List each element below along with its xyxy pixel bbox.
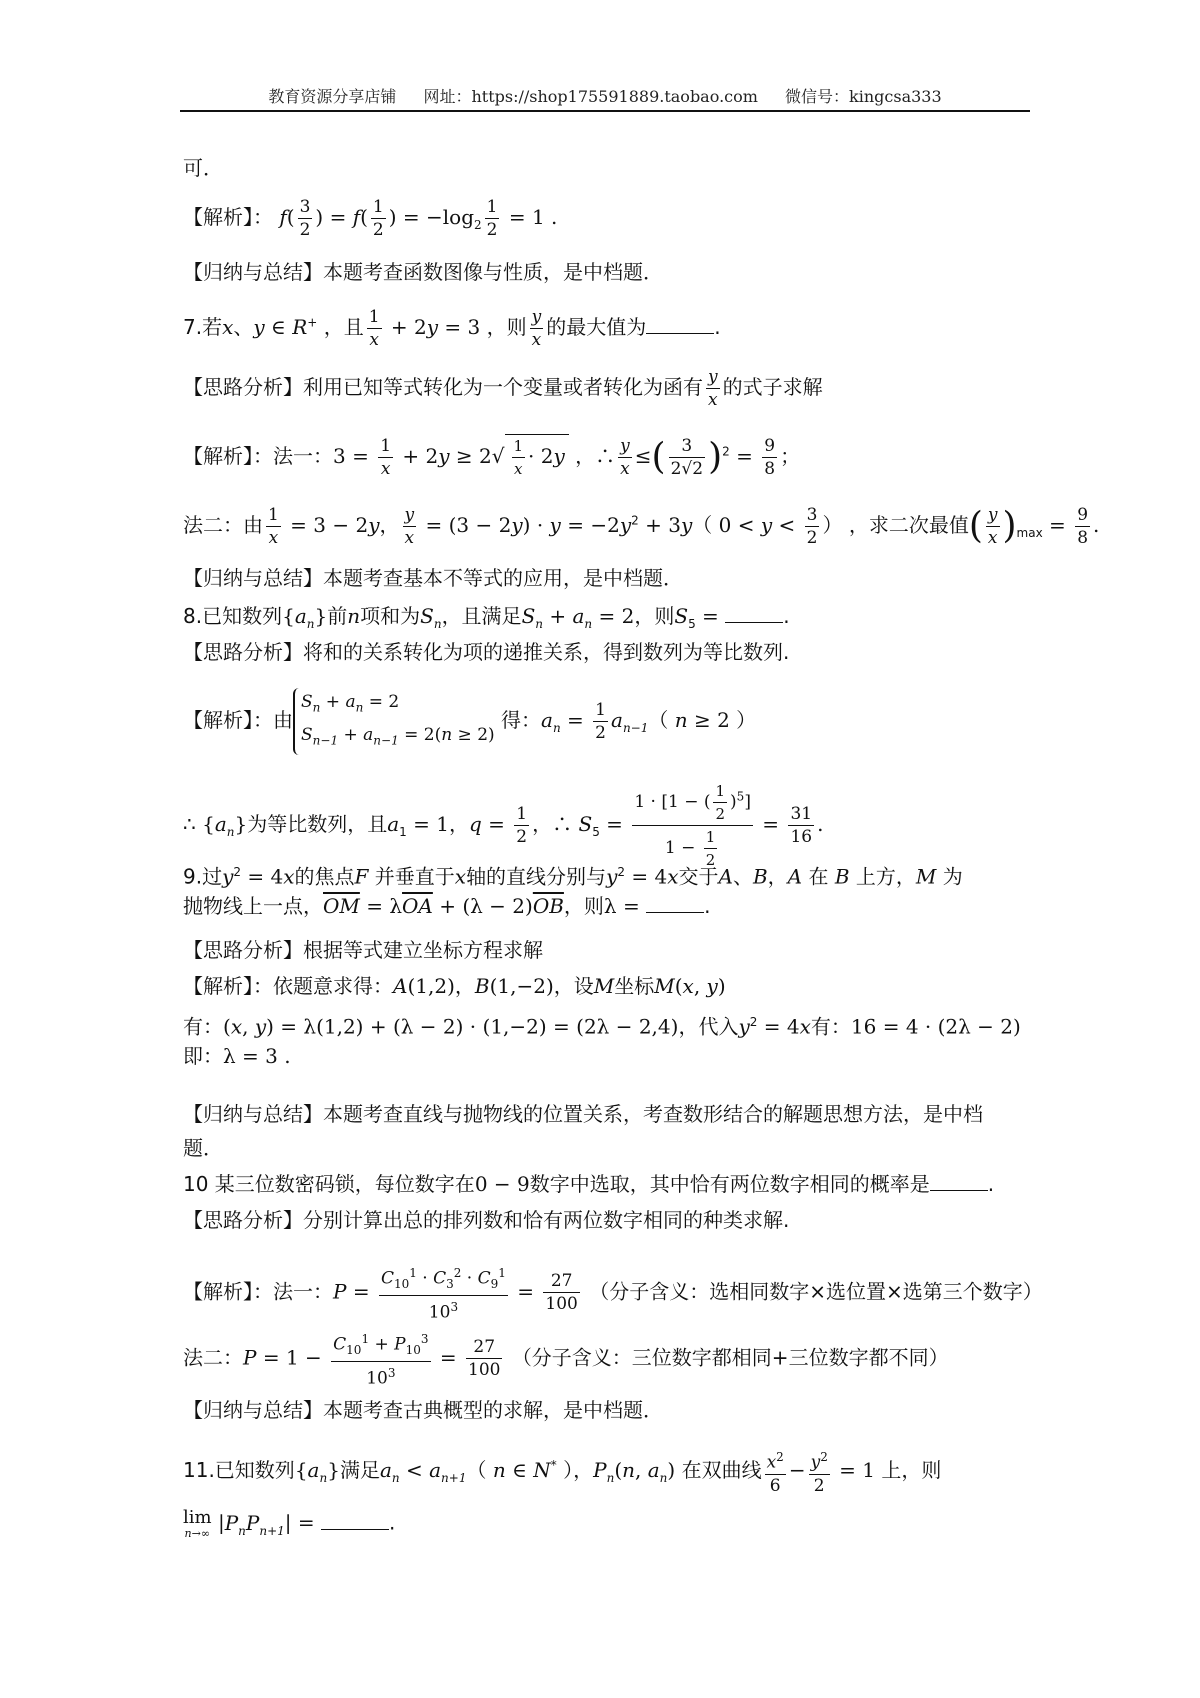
- page-header: [180, 84, 1030, 107]
- text-line: 【解析】：法一：P = $\frac{C_{10}^1 \cdot C_3^2 \cdot C_9^1}{10^3}$ = $\frac{27}{100}$ （分子含义：选相同数字×选位置×选第三个数字）: [183, 1262, 1043, 1324]
- question-9: 9.过$y^2 = 4x$的焦点F 并垂直于x轴的直线分别与$y^2 = 4x$交于A、B，A 在 B 上方，M 为: [183, 864, 963, 889]
- text-line: 【思路分析】根据等式建立坐标方程求解: [183, 938, 543, 962]
- text-line: 【解析】：法一：3 = $\frac{1}{x}$ + 2y ≥ 2√ $\frac{1}{x}$ · 2y ，∴ $\frac{y}{x}$ ≤( $\frac{3}{2√2}$ )$^2$ = $\frac{9}{8}$ ；: [183, 436, 801, 479]
- text-line: 可．: [183, 156, 223, 180]
- shop-url: 网址：https://shop175591889.taobao.com: [423, 87, 758, 106]
- text-line: 有：(x, y) = λ(1,2) + (λ − 2) · (1,−2) = (2λ − 2,4)，代入$y^2 = 4x$有：16 = 4 · (2λ − 2): [183, 1014, 1021, 1039]
- text-line: 法二：P = 1 − $\frac{C_{10}^1 + P_{10}^3}{10^3}$ = $\frac{27}{100}$ （分子含义：三位数字都相同+三位数字都不同）: [183, 1328, 949, 1390]
- text-line: lim n→∞ $|P_nP_{n+1}|$ = .: [183, 1507, 396, 1540]
- text-line: 【归纳与总结】本题考查直线与抛物线的位置关系，考查数形结合的解题思想方法，是中档: [183, 1102, 983, 1126]
- text-line: 【思路分析】将和的关系转化为项的递推关系，得到数列为等比数列.: [183, 640, 790, 664]
- text-line: 【归纳与总结】本题考查古典概型的求解，是中档题．: [183, 1398, 663, 1422]
- wechat-id: 微信号：kingcsa333: [785, 87, 942, 106]
- text-line: 【归纳与总结】本题考查函数图像与性质，是中档题．: [183, 260, 663, 284]
- question-7: 7.若x、y ∈ R+ ，且 $\frac{1}{x}$ + 2y = 3 ，则 $\frac{y}{x}$ 的最大值为 .: [183, 307, 721, 350]
- text-line: 【解析】：由 $S_n + a_n = 2$ $S_{n-1} + a_{n-1} = 2(n \ge 2)$ 得：$a_n$ = $\frac{1}{2}$ $a_{n-1}$（ n ≥ 2 ）: [183, 688, 756, 755]
- text-line: ∴ $\{a_n\}$为等比数列，且$a_1 = 1$，q = $\frac{1}{2}$ ，∴ $S_5$ = 1 · [1 − ( $\frac{1}{2}$ )$^5$] 1 − $\frac{1}{2}$ = $\frac{31}{16}$ .: [183, 782, 824, 869]
- question-8: 8.已知数列$\{a_n\}$前n项和为$S_n$，且满足$S_n + a_n = 2$，则$S_5$ = .: [183, 604, 790, 631]
- text-line: 【思路分析】利用已知等式转化为一个变量或者转化为函有 $\frac{y}{x}$ 的式子求解: [183, 367, 823, 410]
- text-line: 【解析】： f( $\frac{3}{2}$ ) = f( $\frac{1}{2}$ ) = $-\log_2$ $\frac{1}{2}$ = 1 .: [183, 197, 558, 240]
- shop-name: 教育资源分享店铺: [268, 87, 397, 106]
- text-line: 抛物线上一点，$\overline{OM} = \lambda\overline{OA} + (\lambda - 2)\overline{OB}$，则λ = .: [183, 894, 711, 918]
- header-rule: [180, 110, 1030, 112]
- text-line: 即：λ = 3 .: [183, 1044, 291, 1068]
- text-line: 【归纳与总结】本题考查基本不等式的应用，是中档题．: [183, 566, 683, 590]
- question-11: 11.已知数列$\{a_n\}$满足$a_n < a_{n+1}$（ n ∈ N* ），$P_n(n$, $a_n$) 在双曲线 $\frac{x^2}{6}$ − $\frac{y^2}{2}$ = 1 上，则: [183, 1446, 941, 1497]
- text-line: 题．: [183, 1136, 223, 1160]
- text-line: 法二：由 $\frac{1}{x}$ = 3 − 2y， $\frac{y}{x}$ = $(3 - 2y) \cdot y = -2y^2 + 3y$（ 0 < y < $\frac{3}{2}$ ） ，求二次最值( $\frac{y}{x}$ )$_{max}$ = $\frac{9}{8}$ .: [183, 505, 1100, 548]
- question-10: 10 某三位数密码锁，每位数字在0 − 9数字中选取，其中恰有两位数字相同的概率是 .: [183, 1172, 995, 1196]
- text-line: 【思路分析】分别计算出总的排列数和恰有两位数字相同的种类求解.: [183, 1208, 790, 1232]
- text-line: 【解析】：依题意求得：A(1,2)，B(1,−2)，设M坐标M(x, y): [183, 974, 726, 998]
